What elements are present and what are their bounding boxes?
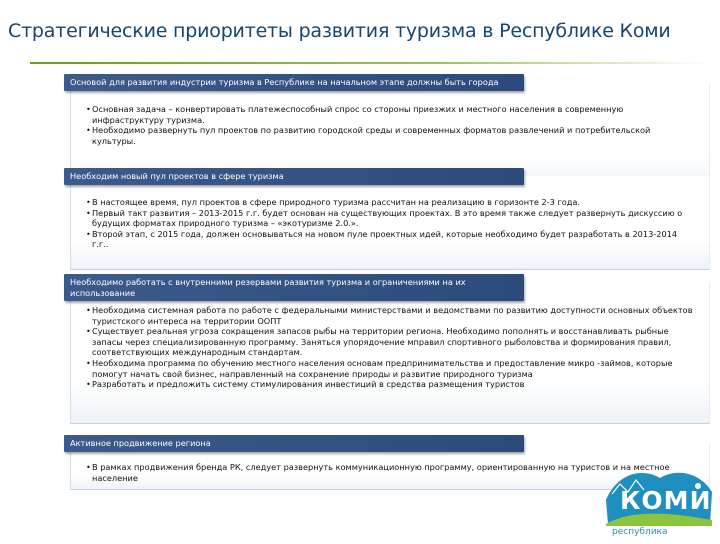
komi-logo <box>598 466 718 540</box>
list-item: • Необходима системная работа по работе с федеральными министерствами и ведомствами по развитию доступности основных объектов туристского интереса на территории ООПТ <box>86 305 696 326</box>
page-title: Стратегические приоритеты развития туризма в Республике Коми <box>8 20 671 42</box>
section-header-1: Основой для развития индустрии туризма в Республике на начальном этапе должны быть города <box>64 74 524 91</box>
list-item: • Необходимо развернуть пул проектов по развитию городской среды и современных форматов развлечений и потребительской культуры. <box>86 125 696 146</box>
list-item: • Разработать и предложить систему стимулирования инвестиций в средства размещения туристов <box>86 379 696 390</box>
logo-subtitle: республика <box>612 527 668 537</box>
list-item: • В настоящее время, пул проектов в сфере природного туризма рассчитан на реализацию в горизонте 2-3 года. <box>86 197 696 208</box>
section-list-2 <box>86 197 696 250</box>
list-item: • Второй этап, с 2015 года, должен основываться на новом пуле проектных идей, которые необходимо будет разработать в 2013-2014 г.г.. <box>86 229 696 250</box>
section-header-3: Необходимо работать с внутренними резервами развития туризма и ограничениями на их использование <box>64 274 524 301</box>
section-list-1 <box>86 104 696 146</box>
list-item: • Первый такт развития – 2013-2015 г.г. будет основан на существующих проектах. В это время также следует развернуть дискуссию о будущих форматах природного туризма – «экотуризме 2.0.». <box>86 208 696 229</box>
logo-wordmark: КОМИ <box>620 486 712 515</box>
list-item: • В рамках продвижения бренда РК, следует развернуть коммуникационную программу, ориентированную на туристов и на местное население <box>86 462 696 483</box>
section-header-4: Активное продвижение региона <box>64 435 524 452</box>
list-item: • Существует реальная угроза сокращения запасов рыбы на территории региона. Необходимо пополнять и восстанавливать рыбные запасы через специализированную программу. Заняться упорядочение мправил спортивного рыболовства и формирования правил, соответствующих международным стандартам. <box>86 326 696 358</box>
title-underline <box>30 62 710 64</box>
list-item: • Необходима программа по обучению местного населения основам предпринимательства и предоставление микро -займов, которые помогут начать свой бизнес, направленный на сохранение природы и развитие природного туризма <box>86 358 696 379</box>
section-list-3 <box>86 305 696 390</box>
list-item: • Основная задача – конвертировать платежеспособный спрос со стороны приезжих и местного населения в современную инфраструктуру туризма. <box>86 104 696 125</box>
section-header-2: Необходим новый пул проектов в сфере туризма <box>64 168 524 185</box>
